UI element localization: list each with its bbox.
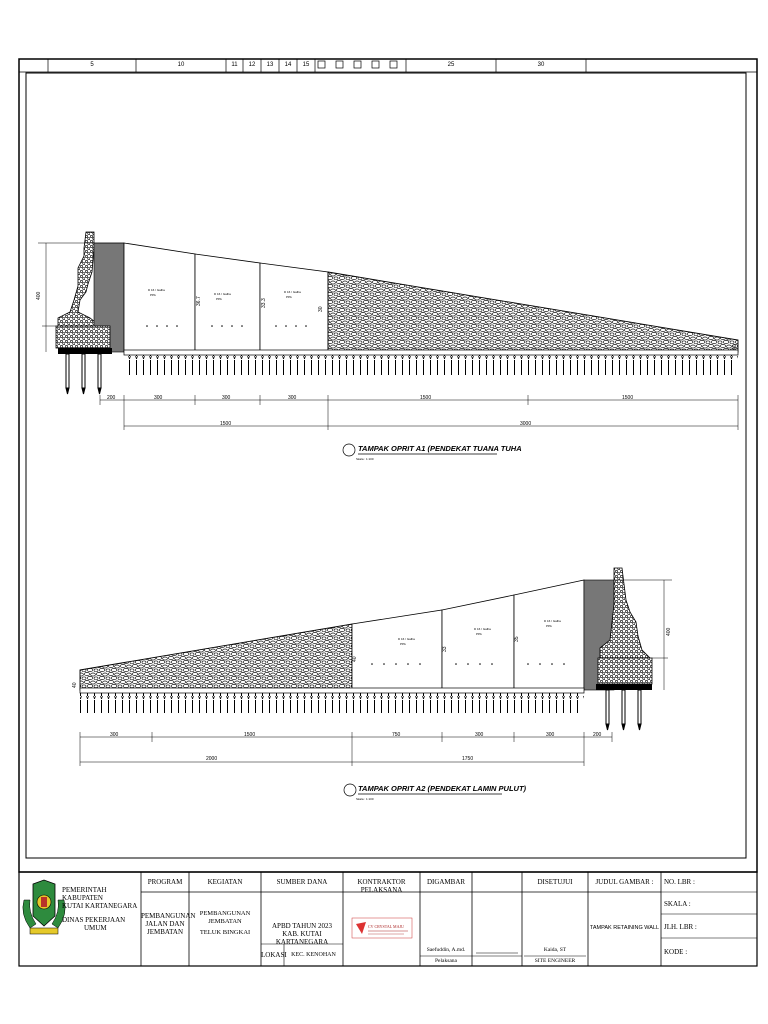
dim-label: 750 bbox=[392, 732, 401, 738]
disetujui-name: Kaida, ST bbox=[543, 947, 567, 953]
ruler-ticks bbox=[48, 59, 586, 72]
agency-name: PEMERINTAH KABUPATEN KUTAI KARTANEGARA DINAS PEKERJAAN UMUM bbox=[62, 886, 138, 932]
svg-text:PPA: PPA bbox=[476, 632, 482, 636]
height-dim: 40 bbox=[72, 682, 78, 688]
dim-label: 1500 bbox=[622, 395, 634, 401]
program-header: PROGRAM bbox=[147, 878, 183, 886]
height-dim: 40 bbox=[732, 344, 738, 350]
regency-emblem-logo bbox=[23, 880, 65, 934]
judul-gambar-header: JUDUL GAMBAR : bbox=[595, 878, 654, 886]
svg-text:D 16 / Galha: D 16 / Galha bbox=[284, 290, 301, 294]
ruler-label: 5 bbox=[90, 62, 94, 68]
height-dim: 30 bbox=[318, 306, 324, 312]
sumber-dana-header: SUMBER DANA bbox=[276, 878, 328, 886]
height-dim: 400 bbox=[36, 291, 42, 300]
dim-label: 300 bbox=[222, 395, 231, 401]
view-scale: Skala : 1:100 bbox=[356, 797, 374, 801]
svg-text:PPA: PPA bbox=[150, 293, 156, 297]
height-dim: 400 bbox=[666, 627, 672, 636]
svg-text:D 16 / Galha: D 16 / Galha bbox=[214, 292, 231, 296]
dim-label: 3000 bbox=[520, 421, 532, 427]
svg-text:PPA: PPA bbox=[286, 295, 292, 299]
lokasi-header: LOKASI bbox=[261, 951, 287, 959]
lokasi-value: KEC. KENOHAN bbox=[291, 952, 336, 958]
ruler-label: 15 bbox=[302, 62, 310, 68]
kontraktor-header: KONTRAKTOR PELAKSANA bbox=[357, 878, 406, 894]
dim-label: 300 bbox=[475, 732, 484, 738]
height-dim: 33 bbox=[442, 646, 448, 652]
view-title: TAMPAK OPRIT A1 (PENDEKAT TUANA TUHA bbox=[358, 444, 522, 453]
dim-label: 300 bbox=[288, 395, 297, 401]
view-scale: Skala : 1:100 bbox=[356, 457, 374, 461]
ruler-label: 14 bbox=[284, 62, 292, 68]
view-title: TAMPAK OPRIT A2 (PENDEKAT LAMIN PULUT) bbox=[358, 784, 527, 793]
height-dim: 40 bbox=[352, 656, 358, 662]
dim-label: 200 bbox=[107, 395, 116, 401]
digambar-name: Saefuddin, A.md. bbox=[426, 947, 466, 953]
digambar-role: Pelaksana bbox=[435, 958, 457, 964]
svg-text:CV CRYSTAL MAJU: CV CRYSTAL MAJU bbox=[368, 924, 404, 929]
ruler-label: 11 bbox=[231, 62, 238, 68]
program-value: PEMBANGUNAN JALAN DAN JEMBATAN bbox=[141, 912, 196, 936]
svg-text:PPA: PPA bbox=[546, 624, 552, 628]
kegiatan-value: PEMBANGUNAN JEMBATAN TELUK BINGKAI bbox=[199, 910, 251, 936]
ruler-label: 12 bbox=[248, 62, 256, 68]
disetujui-role: SITE ENGINEER bbox=[534, 958, 576, 964]
digambar-header: DIGAMBAR bbox=[426, 878, 466, 886]
height-dim: 33.3 bbox=[261, 298, 267, 308]
height-dim: 35 bbox=[514, 636, 520, 642]
sumber-dana-value: APBD TAHUN 2023 KAB. KUTAI KARTANEGARA bbox=[272, 922, 332, 946]
ruler-label: 10 bbox=[177, 62, 185, 68]
dim-label: 1750 bbox=[462, 756, 474, 762]
dim-label: 300 bbox=[154, 395, 163, 401]
dim-label: 1500 bbox=[420, 395, 432, 401]
elevation-a2 bbox=[72, 568, 672, 801]
judul-gambar-value: TAMPAK RETAINING WALL bbox=[589, 925, 660, 931]
kegiatan-header: KEGIATAN bbox=[207, 878, 243, 886]
svg-text:D 16 / Galha: D 16 / Galha bbox=[398, 637, 415, 641]
dim-label: 200 bbox=[593, 732, 602, 738]
svg-text:D 16 / Galha: D 16 / Galha bbox=[544, 619, 561, 623]
contractor-logo bbox=[352, 918, 412, 938]
no-lbr-field: NO. LBR : bbox=[664, 878, 695, 886]
svg-text:D 16 / Galha: D 16 / Galha bbox=[474, 627, 491, 631]
svg-text:PPA: PPA bbox=[400, 642, 406, 646]
dim-label: 1500 bbox=[244, 732, 256, 738]
dim-label: 2000 bbox=[206, 756, 218, 762]
ruler-label: 13 bbox=[266, 62, 274, 68]
ruler-label: 30 bbox=[537, 62, 545, 68]
svg-text:D 16 / Galha: D 16 / Galha bbox=[148, 288, 165, 292]
jlh-lbr-field: JLH. LBR : bbox=[664, 923, 697, 931]
disetujui-header: DISETUJUI bbox=[537, 878, 573, 886]
dim-label: 300 bbox=[546, 732, 555, 738]
kode-field: KODE : bbox=[664, 948, 688, 956]
elevation-a1 bbox=[36, 232, 738, 461]
dim-label: 1500 bbox=[220, 421, 232, 427]
height-dim: 36.7 bbox=[196, 296, 202, 306]
dim-label: 300 bbox=[110, 732, 119, 738]
ruler-label: 25 bbox=[447, 62, 455, 68]
skala-field: SKALA : bbox=[664, 900, 691, 908]
outer-border bbox=[19, 59, 757, 872]
inner-border bbox=[26, 73, 746, 858]
svg-text:PPA: PPA bbox=[216, 297, 222, 301]
